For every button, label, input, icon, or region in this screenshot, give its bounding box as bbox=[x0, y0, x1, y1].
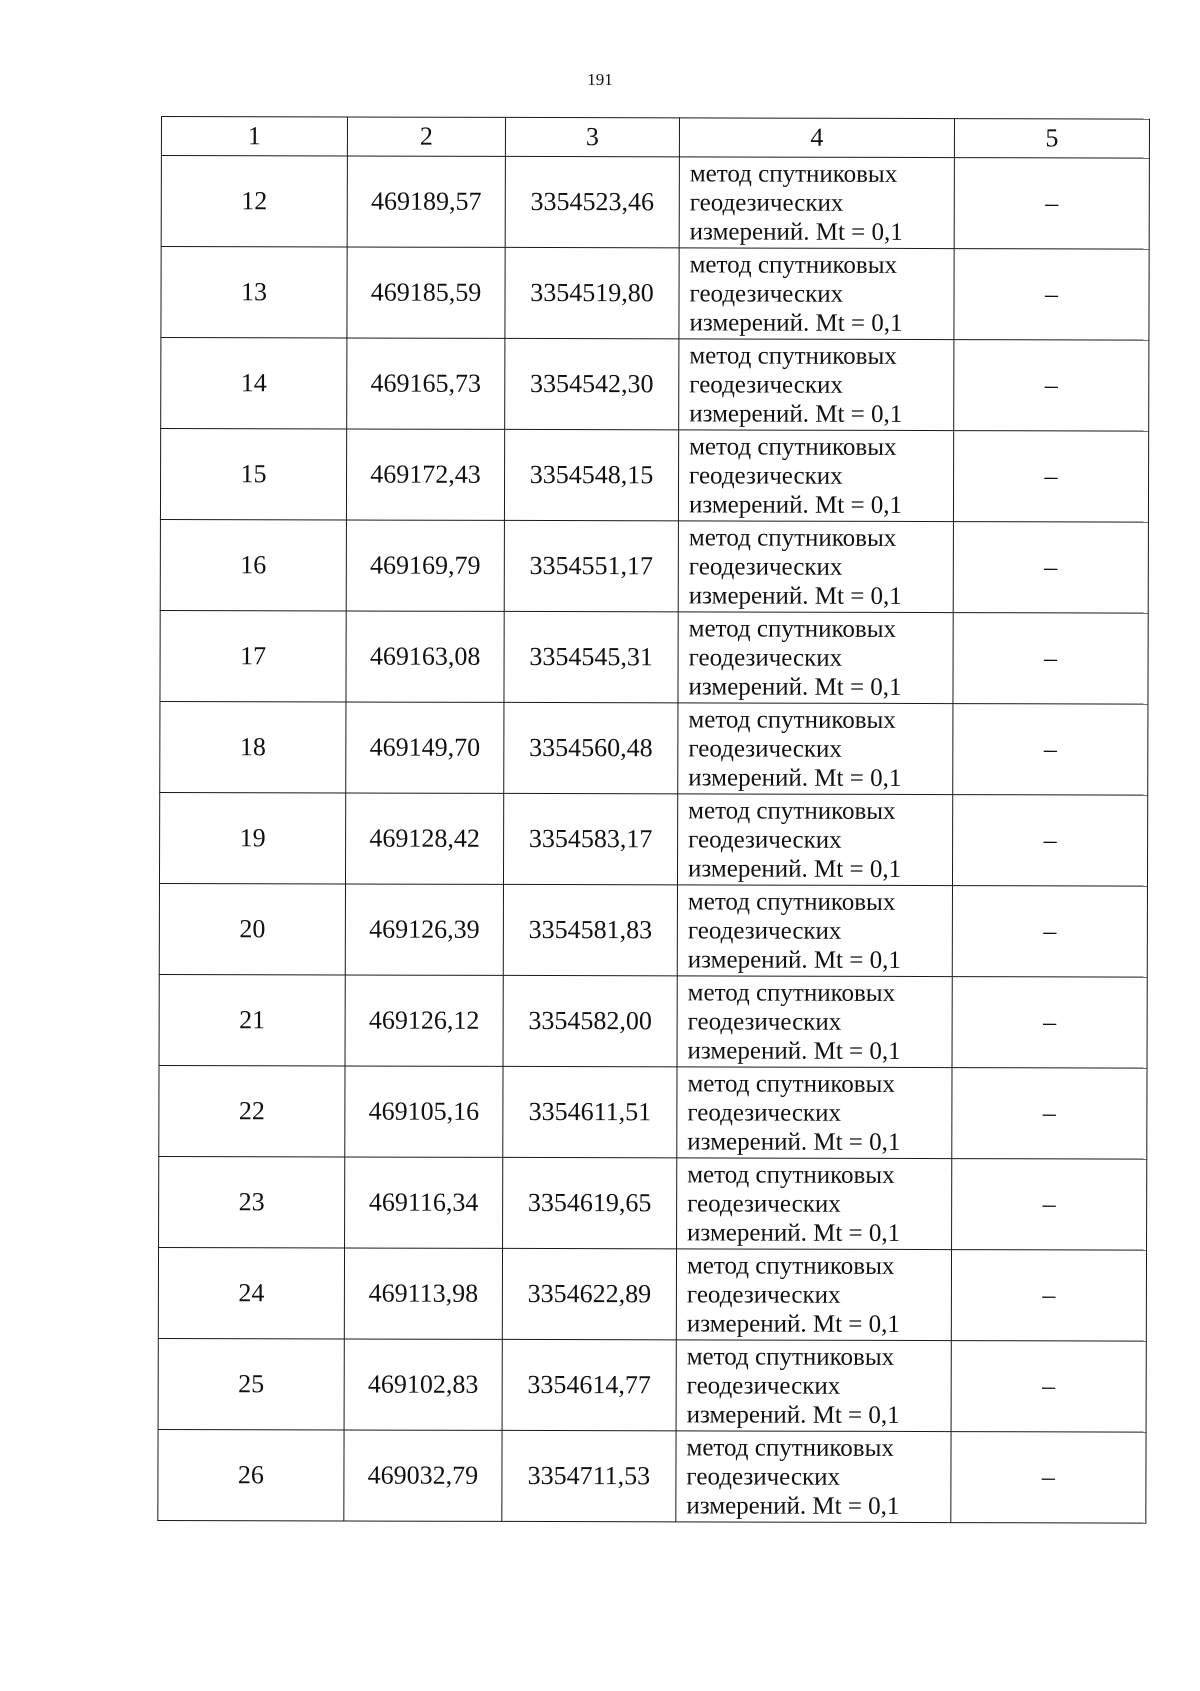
method-cell bbox=[677, 794, 952, 886]
point-number-cell: 26 bbox=[158, 1429, 344, 1520]
note-cell: – bbox=[952, 886, 1147, 978]
y-coordinate-cell: 3354622,89 bbox=[502, 1248, 676, 1339]
y-coordinate-cell: 3354611,51 bbox=[503, 1066, 677, 1157]
method-text-line: метод спутниковых bbox=[686, 1342, 895, 1371]
header-cell-3: 3 bbox=[505, 117, 679, 156]
point-number-cell: 15 bbox=[160, 429, 346, 520]
header-cell-2: 2 bbox=[347, 117, 505, 156]
point-number-cell: 20 bbox=[159, 883, 345, 974]
method-text-line: измерений. Mt = 0,1 bbox=[688, 490, 903, 519]
x-coordinate-cell: 469126,12 bbox=[345, 975, 503, 1066]
note-cell: – bbox=[953, 431, 1148, 523]
table-row bbox=[161, 156, 1149, 250]
method-text-line: измерений. Mt = 0,1 bbox=[688, 581, 902, 610]
x-coordinate-cell: 469169,79 bbox=[346, 520, 504, 611]
method-cell bbox=[678, 430, 953, 522]
method-text-line: метод спутниковых bbox=[688, 523, 897, 552]
note-cell: – bbox=[951, 1250, 1146, 1342]
method-text-line: измерений. Mt = 0,1 bbox=[688, 763, 902, 792]
method-text-line: измерений. Mt = 0,1 bbox=[687, 945, 901, 974]
method-text-line: геодезических bbox=[689, 279, 844, 308]
coordinates-table bbox=[157, 116, 1150, 1524]
header-row bbox=[161, 117, 1149, 159]
method-text-line: измерений. Mt = 0,1 bbox=[687, 854, 902, 883]
x-coordinate-cell: 469126,39 bbox=[345, 884, 503, 975]
note-cell: – bbox=[953, 522, 1148, 614]
point-number-cell: 13 bbox=[161, 247, 347, 338]
method-text-line: измерений. Mt = 0,1 bbox=[687, 1127, 901, 1156]
point-number-cell: 17 bbox=[160, 610, 346, 701]
method-text-line: геодезических bbox=[687, 1007, 842, 1036]
method-cell bbox=[676, 1431, 951, 1523]
table-row bbox=[160, 701, 1148, 795]
method-text-line: метод спутниковых bbox=[687, 887, 896, 916]
method-text-line: геодезических bbox=[688, 552, 843, 581]
x-coordinate-cell: 469165,73 bbox=[347, 338, 505, 429]
method-text-line: метод спутниковых bbox=[688, 796, 896, 825]
note-cell: – bbox=[953, 704, 1148, 796]
method-text-line: метод спутниковых bbox=[687, 978, 896, 1007]
method-cell bbox=[677, 976, 952, 1068]
y-coordinate-cell: 3354560,48 bbox=[504, 702, 678, 793]
method-text-line: метод спутниковых bbox=[686, 1251, 895, 1280]
x-coordinate-cell: 469128,42 bbox=[345, 793, 503, 884]
table-row bbox=[160, 610, 1148, 704]
method-text-line: измерений. Mt = 0,1 bbox=[688, 672, 902, 701]
x-coordinate-cell: 469116,34 bbox=[345, 1157, 503, 1248]
table-row bbox=[159, 883, 1147, 977]
table-row bbox=[159, 1156, 1147, 1250]
method-text-line: метод спутниковых bbox=[688, 705, 896, 734]
page-number: 191 bbox=[587, 70, 613, 89]
x-coordinate-cell: 469163,08 bbox=[346, 611, 504, 702]
table-row bbox=[158, 1247, 1146, 1341]
point-number-cell: 24 bbox=[158, 1247, 344, 1338]
method-text-line: метод спутниковых bbox=[689, 432, 897, 461]
method-text-line: геодезических bbox=[688, 643, 843, 672]
table-row bbox=[158, 1429, 1146, 1523]
point-number-cell: 12 bbox=[161, 156, 347, 247]
y-coordinate-cell: 3354711,53 bbox=[502, 1430, 676, 1521]
x-coordinate-cell: 469189,57 bbox=[347, 156, 505, 247]
y-coordinate-cell: 3354614,77 bbox=[502, 1339, 676, 1430]
table-row bbox=[161, 338, 1149, 432]
note-cell: – bbox=[953, 613, 1148, 705]
note-cell: – bbox=[952, 1159, 1147, 1251]
point-number-cell: 18 bbox=[160, 701, 346, 792]
method-text-line: метод спутниковых bbox=[687, 1160, 895, 1189]
note-cell: – bbox=[952, 1068, 1147, 1160]
note-cell: – bbox=[951, 1432, 1146, 1524]
x-coordinate-cell: 469032,79 bbox=[344, 1430, 502, 1521]
y-coordinate-cell: 3354545,31 bbox=[504, 611, 678, 702]
table-row bbox=[159, 974, 1147, 1068]
method-text-line: измерений. Mt = 0,1 bbox=[687, 1036, 901, 1065]
method-text-line: геодезических bbox=[689, 370, 843, 399]
header-cell-1: 1 bbox=[161, 117, 347, 156]
method-cell bbox=[677, 1158, 952, 1250]
header-cell-4: 4 bbox=[679, 118, 954, 158]
table-row bbox=[158, 1338, 1146, 1432]
y-coordinate-cell: 3354519,80 bbox=[505, 247, 679, 338]
x-coordinate-cell: 469102,83 bbox=[344, 1339, 502, 1430]
method-text-line: метод спутниковых bbox=[687, 1069, 895, 1098]
method-text-line: измерений. Mt = 0,1 bbox=[686, 1400, 900, 1429]
method-cell bbox=[678, 703, 953, 795]
method-text-line: геодезических bbox=[687, 1098, 842, 1127]
point-number-cell: 25 bbox=[158, 1338, 344, 1429]
x-coordinate-cell: 469185,59 bbox=[347, 247, 505, 338]
method-text-line: геодезических bbox=[687, 1189, 841, 1218]
method-text-line: геодезических bbox=[688, 825, 842, 854]
method-text-line: метод спутниковых bbox=[689, 341, 897, 370]
method-cell bbox=[676, 1249, 951, 1341]
method-text-line: измерений. Mt = 0,1 bbox=[689, 217, 903, 246]
method-text-line: метод спутниковых bbox=[689, 159, 898, 188]
method-cell bbox=[677, 1067, 952, 1159]
method-cell bbox=[679, 157, 954, 249]
y-coordinate-cell: 3354523,46 bbox=[505, 156, 679, 247]
y-coordinate-cell: 3354581,83 bbox=[503, 884, 677, 975]
point-number-cell: 22 bbox=[159, 1065, 345, 1156]
x-coordinate-cell: 469113,98 bbox=[344, 1248, 502, 1339]
method-text-line: геодезических bbox=[686, 1280, 841, 1309]
point-number-cell: 19 bbox=[159, 792, 345, 883]
y-coordinate-cell: 3354583,17 bbox=[503, 793, 677, 884]
table-row bbox=[159, 1065, 1147, 1159]
method-text-line: геодезических bbox=[687, 916, 842, 945]
method-text-line: геодезических bbox=[686, 1462, 841, 1491]
y-coordinate-cell: 3354619,65 bbox=[503, 1157, 677, 1248]
y-coordinate-cell: 3354551,17 bbox=[504, 520, 678, 611]
method-text-line: геодезических bbox=[689, 188, 844, 217]
point-number-cell: 21 bbox=[159, 974, 345, 1065]
x-coordinate-cell: 469149,70 bbox=[346, 702, 504, 793]
table-row bbox=[160, 429, 1148, 523]
method-cell bbox=[677, 885, 952, 977]
table-header bbox=[161, 117, 1149, 159]
note-cell: – bbox=[952, 795, 1147, 887]
table-body bbox=[158, 156, 1150, 1524]
note-cell: – bbox=[952, 977, 1147, 1069]
y-coordinate-cell: 3354542,30 bbox=[505, 338, 679, 429]
y-coordinate-cell: 3354582,00 bbox=[503, 975, 677, 1066]
method-text-line: геодезических bbox=[689, 461, 843, 490]
method-text-line: геодезических bbox=[686, 1371, 841, 1400]
table-row bbox=[161, 247, 1149, 341]
method-text-line: измерений. Mt = 0,1 bbox=[687, 1218, 901, 1247]
method-cell bbox=[679, 248, 954, 340]
header-cell-5: 5 bbox=[954, 119, 1149, 159]
method-text-line: метод спутниковых bbox=[688, 614, 897, 643]
method-text-line: геодезических bbox=[688, 734, 842, 763]
y-coordinate-cell: 3354548,15 bbox=[504, 429, 678, 520]
method-text-line: измерений. Mt = 0,1 bbox=[689, 308, 903, 337]
method-cell bbox=[678, 521, 953, 613]
note-cell: – bbox=[954, 158, 1149, 250]
note-cell: – bbox=[954, 249, 1149, 341]
method-text-line: измерений. Mt = 0,1 bbox=[689, 399, 903, 428]
note-cell: – bbox=[951, 1341, 1146, 1433]
x-coordinate-cell: 469172,43 bbox=[346, 429, 504, 520]
table-row bbox=[160, 519, 1148, 613]
point-number-cell: 23 bbox=[159, 1156, 345, 1247]
x-coordinate-cell: 469105,16 bbox=[345, 1066, 503, 1157]
method-text-line: измерений. Mt = 0,1 bbox=[686, 1491, 900, 1520]
method-cell bbox=[679, 339, 954, 431]
point-number-cell: 16 bbox=[160, 519, 346, 610]
table-row bbox=[159, 792, 1147, 886]
method-cell bbox=[676, 1340, 951, 1432]
point-number-cell: 14 bbox=[161, 338, 347, 429]
method-cell bbox=[678, 612, 953, 704]
method-text-line: метод спутниковых bbox=[689, 250, 898, 279]
method-text-line: метод спутниковых bbox=[686, 1433, 894, 1462]
method-text-line: измерений. Mt = 0,1 bbox=[686, 1309, 900, 1338]
note-cell: – bbox=[954, 340, 1149, 432]
